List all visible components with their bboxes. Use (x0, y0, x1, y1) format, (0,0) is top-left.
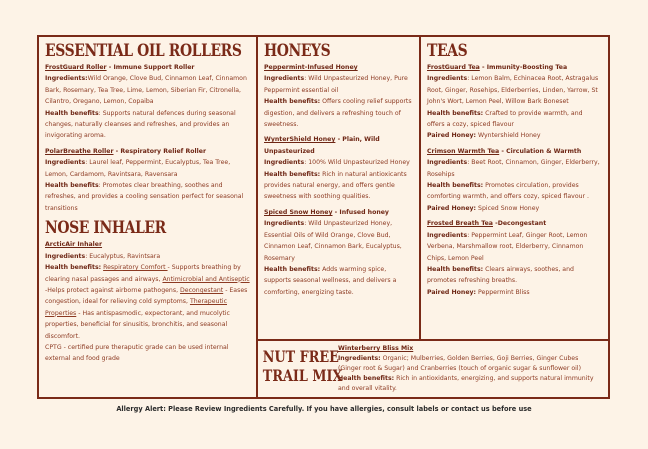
paired-honey-label: Paired Honey: (427, 204, 477, 212)
paired-honey-text: Wyntershield Honey (476, 132, 541, 140)
benefits-text: : Supports natural defences during seasonal changes, naturally cleanses and refreshes, and provides an invigorating aroma. (45, 109, 236, 140)
product-name: Crimson Warmth Tea (427, 147, 500, 155)
ingredients-text: : Eucalyptus, Ravintsara (85, 252, 161, 260)
product-subtitle: - Circulation & Warmth (499, 147, 582, 155)
product-spiced-snow-honey (264, 207, 413, 298)
essential-oils-section (39, 37, 256, 397)
benefits-label: Health benefits: (264, 170, 321, 178)
benefits-label: Health benefits (45, 182, 99, 190)
ingredients-text: : Beet Root, Cinnamon, Ginger, Elderberry, Rosehips (427, 159, 600, 178)
ingredients-label: Ingredients: (338, 355, 381, 363)
benefits-label: Health benefits: (264, 265, 321, 273)
ingredients-text: : Lemon Balm, Echinacea Root, Astragalus Root, Ginger, Rosehips, Elderberries, Linden, Yarrow, St John's Wort, Lemon Peel, Willow Bark Boneset (427, 75, 599, 106)
benefit-text: -Helps protect against airborne pathogens, (45, 286, 181, 294)
menu-frame (37, 35, 610, 399)
paired-honey-label: Paired Honey: (427, 132, 477, 140)
product-subtitle: - Plain, Wild Unpasteurized (264, 136, 380, 155)
product-frosted-breath-tea (427, 218, 602, 298)
ingredients-text: : Laurel leaf, Peppermint, Eucalyptus, Tea Tree, Lemon, Cardamom, Ravintsara, Ravensara (45, 159, 231, 178)
product-polarbreathe-roller (45, 146, 250, 214)
product-name: Frosted Breath Tea (427, 220, 493, 228)
benefits-text: Clears airways, soothes, and promotes refreshing breaths. (427, 265, 574, 285)
benefit-antimicrobial: Antimicrobial and Antiseptic (162, 275, 250, 283)
section-title-honeys: HONEYS (264, 41, 331, 61)
ingredients-text: : Peppermint Leaf, Ginger Root, Lemon Verbena, Marshmallow root, Elderberry, Cinnamon Chips, Lemon Peel (427, 231, 588, 262)
benefit-respiratory-comfort: Respiratory Comfort (103, 264, 168, 272)
ingredients-text: Organic; Mulberries, Golden Berries, Goji Berries, Ginger Cubes (Ginger root & Sugar) and Cranberries (touch of organic sugar & sunflower oil) (338, 355, 582, 373)
ingredients-label: Ingredients (264, 159, 305, 167)
product-name: Spiced Snow Honey (264, 208, 333, 216)
benefits-text: Offers cooling relief supports digestion, and delivers a refreshing touch of sweetness. (264, 98, 412, 129)
benefit-text: - Supports breathing by clearing nasal passages and airways, (45, 264, 241, 283)
ingredients-label: Ingredients: (45, 75, 88, 83)
section-title-oils: ESSENTIAL OIL ROLLERS (45, 41, 242, 61)
paired-honey-text: Spiced Snow Honey (476, 204, 540, 212)
product-subtitle: - Respiratory Relief Roller (113, 147, 206, 155)
ingredients-label: Ingredients (45, 159, 86, 167)
product-name: FrostGuard Roller (45, 64, 107, 71)
benefits-text: Rich in antioxidants, energizing, and supports natural immunity and overall vitality. (338, 375, 594, 393)
allergy-alert: Allergy Alert: Please Review Ingredients Carefully. If you have allergies, consult labels or contact us before use (116, 405, 532, 413)
benefits-label: Health benefits: (427, 265, 484, 273)
product-winterberry-bliss-mix (338, 341, 608, 397)
trail-title-line1: NUT FREE (262, 347, 339, 366)
ingredients-label: Ingredients (427, 231, 468, 239)
teas-section (419, 37, 608, 339)
benefits-label: Health benefits: (427, 109, 484, 117)
ingredients-label: Ingredients (264, 220, 305, 228)
benefits-text: Promotes circulation, provides comforting warmth, and offers cozy, spiced flavour . (427, 182, 590, 201)
benefits-text: Adds warming spice, supports seasonal wellness, and delivers a comforting, energizing taste. (264, 265, 397, 296)
benefits-text: : Promotes clear breathing, soothes and refreshes, and provides a cooling sensation perfect for seasonal transitions (45, 182, 244, 212)
ingredients-label: Ingredients (264, 75, 305, 83)
product-name: WynterShield Honey (264, 136, 336, 144)
ingredients-text: : Wild Unpasteurized Honey, Essential Oils of Wild Orange, Clove Bud, Cinnamon Leaf, Cinnamon Bark, Eucalyptus, Rosemary (264, 220, 402, 262)
product-name: PolarBreathe Roller (45, 147, 114, 155)
benefit-text: - Eases congestion, ideal for relieving cold symptoms, (45, 286, 248, 306)
ingredients-text: : 100% Wild Unpasteurized Honey (304, 159, 410, 167)
ingredients-text: : Wild Unpasteurized Honey, Pure Peppermint essential oil (264, 75, 408, 94)
product-wyntershield-honey (264, 134, 413, 202)
benefits-label: Health benefits: (427, 182, 484, 190)
product-frostguard-roller (45, 62, 250, 142)
benefits-label: Health benefits: (45, 264, 102, 272)
benefit-text: - Has antispasmodic, expectorant, and mucolytic properties, beneficial for sinusitis, bronchitis, and seasonal discomfort. (45, 309, 230, 340)
product-name: ArcticAir Inhaler (45, 241, 103, 249)
ingredients-label: Ingredients (427, 159, 468, 167)
product-peppermint-honey (264, 62, 413, 130)
section-title-teas: TEAS (427, 41, 468, 61)
product-arcticair-inhaler (45, 239, 250, 364)
honeys-section (256, 37, 419, 339)
paired-honey-text: Peppermint Bliss (476, 288, 530, 296)
product-subtitle: - Infused honey (332, 208, 389, 216)
benefits-label: Health benefits: (338, 375, 395, 383)
ingredients-label: Ingredients (427, 75, 468, 83)
product-frostguard-tea (427, 62, 602, 142)
product-subtitle: - Immunity-Boosting Tea (479, 64, 568, 71)
benefits-text: Crafted to provide warmth, and offers a cozy, spiced flavour (427, 109, 583, 129)
cptg-note: CPTG - certified pure theraputic grade can be used internal external and food grade (45, 343, 229, 363)
ingredients-label: Ingredients (45, 252, 86, 260)
product-crimson-warmth-tea (427, 146, 602, 214)
trail-mix-section (256, 339, 608, 397)
product-subtitle: - Immune Support Roller (106, 64, 195, 71)
trail-title-line2: TRAIL MIX (262, 366, 343, 385)
product-name: Peppermint-Infused Honey (264, 64, 358, 71)
section-title-nose-inhaler: NOSE INHALER (45, 218, 166, 239)
benefit-decongestant: Decongestant (180, 286, 224, 294)
paired-honey-label: Paired Honey: (427, 288, 477, 296)
ingredients-text: Wild Orange, Clove Bud, Cinnamon Leaf, Cinnamon Bark, Rosemary, Tea Tree, Lime, Lemon, Siberian Fir, Citronella, Cilantro, Oregano, Lemon, Copaiba (45, 75, 247, 106)
product-subtitle: -Decongestant (492, 220, 547, 228)
benefits-label: Health benefits (45, 109, 99, 117)
benefits-label: Health benefits: (264, 98, 321, 106)
product-name: FrostGuard Tea (427, 64, 480, 71)
section-title-trail-mix (258, 341, 343, 397)
benefit-therapeutic: Therapeutic Properties (45, 298, 227, 317)
benefits-text: Rich in natural antioxicants provides natural energy, and offers gentle sweetness with soothing qualities. (264, 170, 407, 201)
product-name: Winterberry Bliss Mix (338, 345, 414, 352)
